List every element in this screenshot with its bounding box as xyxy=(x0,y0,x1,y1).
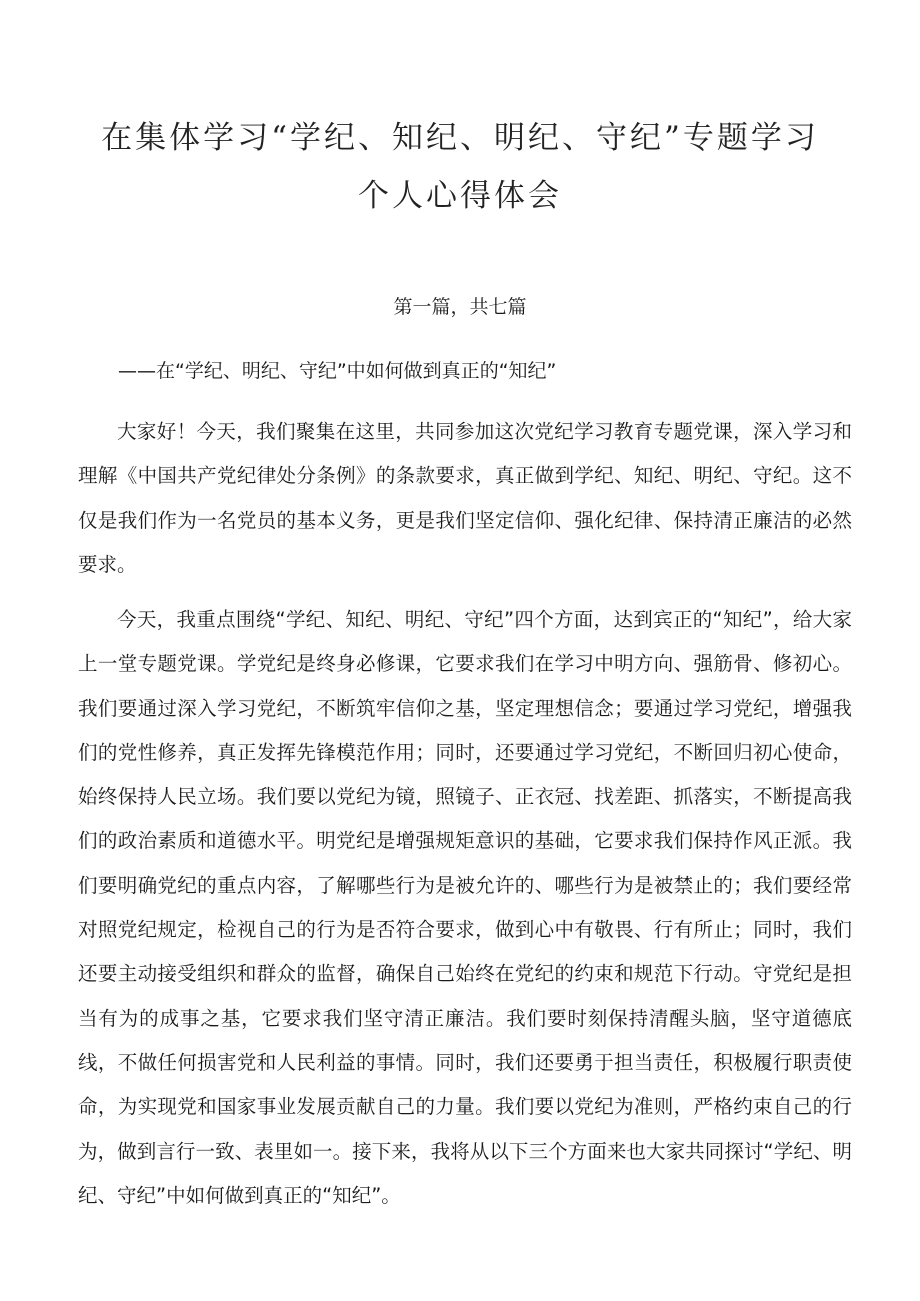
body-paragraph-2: 今天，我重点围绕“学纪、知纪、明纪、守纪”四个方面，达到宾正的“知纪”，给大家上一堂专题党课。学党纪是终身必修课，它要求我们在学习中明方向、强筋骨、修初心。我们要通过深入学习党纪，不断筑牢信仰之基，坚定理想信念；要通过学习党纪，增强我们的党性修养，真正发挥先锋模范作用；同时，还要通过学习党纪，不断回归初心使命，始终保持人民立场。我们要以党纪为镜，照镜子、正衣冠、找差距、抓落实，不断提高我们的政治素质和道德水平。明党纪是增强规矩意识的基础，它要求我们保持作风正派。我们要明确党纪的重点内容，了解哪些行为是被允许的、哪些行为是被禁止的；我们要经常对照党纪规定，检视自己的行为是否符合要求，做到心中有敬畏、行有所止；同时，我们还要主动接受组织和群众的监督，确保自己始终在党纪的约束和规范下行动。守党纪是担当有为的成事之基，它要求我们坚守清正廉洁。我们要时刻保持清醒头脑，坚守道德底线，不做任何损害党和人民利益的事情。同时，我们还要勇于担当责任，积极履行职责使命，为实现党和国家事业发展贡献自己的力量。我们要以党纪为准则，严格约束自己的行为，做到言行一致、表里如一。接下来，我将从以下三个方面来也大家共同探讨“学纪、明纪、守纪”中如何做到真正的“知纪”。 xyxy=(78,608,852,1207)
theme-line: ——在“学纪、明纪、守纪”中如何做到真正的“知纪” xyxy=(118,360,557,382)
document-title-line-1: 在集体学习“学纪、知纪、明纪、守纪”专题学习 xyxy=(101,120,819,156)
body-paragraph-1: 大家好！今天，我们聚集在这里，共同参加这次党纪学习教育专题党课，深入学习和理解《中国共产党纪律处分条例》的条款要求，真正做到学纪、知纪、明纪、守纪。这不仅是我们作为一名党员的基本义务，更是我们坚定信仰、强化纪律、保持清正廉洁的必然要求。 xyxy=(78,420,852,576)
section-label: 第一篇，共七篇 xyxy=(393,296,527,318)
document-title-line-2: 个人心得体会 xyxy=(358,178,562,214)
